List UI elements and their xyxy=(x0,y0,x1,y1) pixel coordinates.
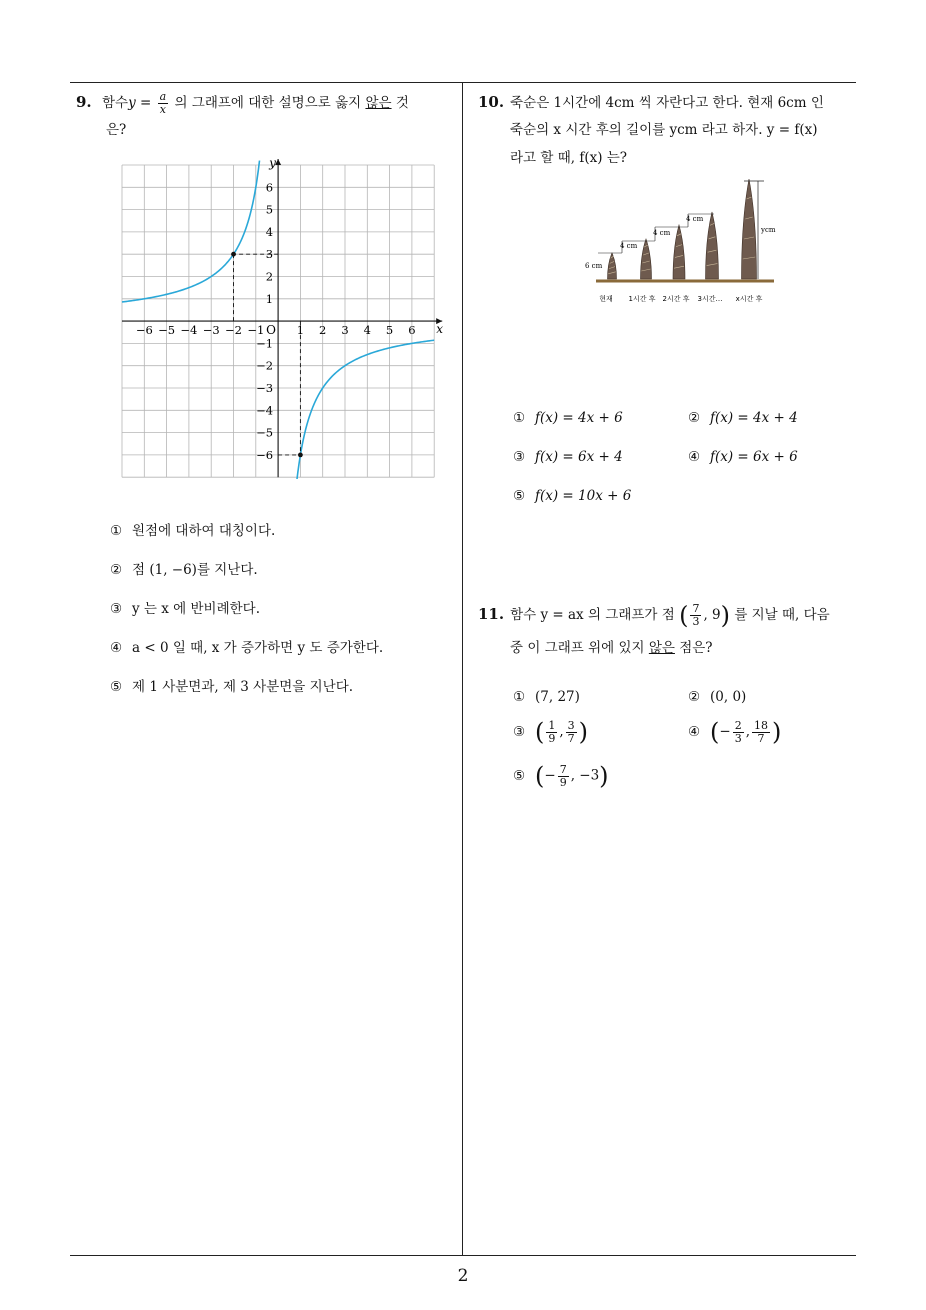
y-tick-label: 5 xyxy=(265,202,274,217)
graph-point xyxy=(298,453,303,458)
q9-choice-2[interactable] xyxy=(110,558,258,578)
y-tick-label: 4 xyxy=(265,224,274,239)
y-tick-label: −4 xyxy=(256,403,274,418)
point-x-fraction xyxy=(690,603,701,628)
q11-choice-1[interactable] xyxy=(513,689,580,705)
x-tick-label: 5 xyxy=(385,323,394,338)
question-number: 9. xyxy=(76,93,92,111)
x-tick-label: 1 xyxy=(296,323,305,338)
comma: , xyxy=(559,723,564,740)
bamboo-shoot xyxy=(673,225,685,279)
x-tick-label: −1 xyxy=(247,323,265,338)
bamboo-shoots xyxy=(608,179,757,279)
caption-3h: 3시간… xyxy=(697,295,723,303)
question-10-stem-line3: 라고 할 때, f(x) 는? xyxy=(510,150,628,166)
fraction-numerator: a xyxy=(159,90,167,103)
stem-text: 함수 xyxy=(101,95,129,111)
q11-choice-4[interactable] xyxy=(688,718,781,746)
x-tick-label: −3 xyxy=(202,323,220,338)
question-11-stem-line2 xyxy=(510,634,713,662)
caption-2h: 2시간 후 xyxy=(662,295,690,303)
fraction-denominator: 7 xyxy=(757,731,765,745)
choice-number: ③ xyxy=(513,449,526,465)
question-9-stem-line2: 은? xyxy=(106,122,127,138)
label-4cm-1: 4 cm xyxy=(620,242,638,250)
stem-text: 것 xyxy=(391,95,409,111)
q10-choice-1[interactable] xyxy=(513,410,623,426)
question-9-stem xyxy=(76,88,456,117)
x-tick-label: −6 xyxy=(135,323,153,338)
choice-number: ② xyxy=(688,689,701,705)
choice-number: ④ xyxy=(688,723,701,740)
choice-text: y 는 x 에 반비례한다. xyxy=(132,601,260,617)
right-paren: ) xyxy=(599,762,609,790)
choice-number: ⑤ xyxy=(513,767,526,784)
choice-number: ① xyxy=(513,410,526,426)
bamboo-shoot xyxy=(742,179,757,279)
fraction-numerator: 3 xyxy=(567,718,575,732)
bamboo-shoot xyxy=(641,239,652,279)
tail-text: , −3 xyxy=(570,767,600,784)
choice-text: a < 0 일 때, x 가 증가하면 y 도 증가한다. xyxy=(132,640,384,656)
graph-axes xyxy=(122,156,443,477)
q11-choice-2[interactable] xyxy=(688,689,746,705)
question-number: 10. xyxy=(478,93,505,111)
fraction-numerator: 1 xyxy=(548,718,556,732)
choice-text: (7, 27) xyxy=(535,689,580,705)
stem-text: 를 지날 때, 다음 xyxy=(734,607,830,623)
choice-text: 원점에 대하여 대칭이다. xyxy=(132,523,276,539)
stem-underlined: 않은 xyxy=(648,640,675,656)
stem-text: 의 그래프에 대한 설명으로 옳지 xyxy=(170,95,362,111)
y-tick-label: −1 xyxy=(256,336,274,351)
bamboo-shoot xyxy=(706,212,719,279)
x-tick-label: 2 xyxy=(319,323,327,338)
label-6cm: 6 cm xyxy=(585,262,603,270)
fraction-a xyxy=(733,720,744,745)
choice-text: f(x) = 6x + 6 xyxy=(710,449,798,465)
choice-number: ④ xyxy=(688,449,701,465)
x-tick-label: −2 xyxy=(225,323,242,338)
q10-choice-3[interactable] xyxy=(513,449,623,465)
x-tick-label: 3 xyxy=(341,323,349,338)
label-4cm-3: 4 cm xyxy=(686,215,704,223)
choice-text: (0, 0) xyxy=(710,689,747,705)
label-4cm-2: 4 cm xyxy=(653,229,671,237)
choice-text: f(x) = 10x + 6 xyxy=(535,488,632,504)
y-tick-label: 1 xyxy=(265,291,274,306)
right-paren: ) xyxy=(771,718,782,746)
choice-number: ① xyxy=(513,689,526,705)
caption-1h: 1시간 후 xyxy=(628,295,656,303)
y-tick-label: 2 xyxy=(265,269,274,284)
choice-number: ⑤ xyxy=(513,488,526,504)
stem-line: 죽순은 1시간에 4cm 씩 자란다고 한다. 현재 6cm 인 xyxy=(510,95,824,111)
fraction-numerator: 7 xyxy=(559,762,567,776)
point-y: , 9 xyxy=(703,607,721,623)
y-axis-label: y xyxy=(269,156,276,170)
y-tick-label: −5 xyxy=(256,425,274,440)
choice-number: ③ xyxy=(513,723,526,740)
q10-choice-5[interactable] xyxy=(513,488,631,504)
choice-number: ③ xyxy=(110,601,123,617)
choice-text: f(x) = 4x + 6 xyxy=(535,410,623,426)
minus-sign: − xyxy=(719,723,731,740)
label-ycm: ycm xyxy=(761,226,776,234)
question-10-stem-line2: 죽순의 x 시간 후의 길이를 ycm 라고 하자. y = f(x) xyxy=(510,122,818,138)
y-tick-label: −6 xyxy=(256,447,274,462)
q9-choice-5[interactable] xyxy=(110,675,353,695)
x-tick-label: −5 xyxy=(158,323,176,338)
fraction-numerator: 18 xyxy=(753,718,768,732)
left-paren: ( xyxy=(535,718,545,746)
left-paren: ( xyxy=(710,718,720,746)
minus-sign: − xyxy=(544,767,556,784)
question-10-stem xyxy=(478,88,858,117)
stem-underlined: 않은 xyxy=(365,95,392,111)
fraction-numerator: 2 xyxy=(734,718,742,732)
fraction-a-over-x xyxy=(158,91,169,116)
question-number: 11. xyxy=(478,605,505,623)
question-11-stem xyxy=(478,600,863,630)
fraction-a xyxy=(546,720,557,745)
choice-number: ② xyxy=(110,562,123,578)
hyperbola-branch-left xyxy=(122,161,260,302)
fraction-denominator: 3 xyxy=(692,615,700,628)
right-paren: ) xyxy=(720,601,731,630)
y-tick-label: 3 xyxy=(265,247,274,262)
top-rule xyxy=(70,82,856,83)
q11-choice-5[interactable] xyxy=(513,762,609,790)
q10-choice-4[interactable] xyxy=(688,449,798,465)
choice-number: ② xyxy=(688,410,701,426)
fraction-denominator: x xyxy=(159,103,166,116)
x-axis-label: x xyxy=(436,322,443,337)
stem-text: 점은? xyxy=(674,640,713,656)
q9-choice-1[interactable] xyxy=(110,519,275,539)
hyperbola-branch-right xyxy=(297,340,435,479)
choice-number: ① xyxy=(110,523,123,539)
right-paren: ) xyxy=(578,718,589,746)
y-tick-label: −2 xyxy=(256,358,274,373)
choice-number: ⑤ xyxy=(110,679,123,695)
y-tick-label: −3 xyxy=(256,381,274,395)
caption-xh: x시간 후 xyxy=(735,295,763,303)
x-tick-label: −4 xyxy=(180,323,198,338)
fraction-denominator: 3 xyxy=(734,731,742,745)
y-axis-arrow xyxy=(275,159,281,165)
origin-label: O xyxy=(266,323,276,338)
choice-text: f(x) = 6x + 4 xyxy=(535,449,623,465)
stem-func: y = xyxy=(128,95,156,111)
page-number: 2 xyxy=(457,1266,469,1286)
column-divider xyxy=(462,82,463,1255)
fraction-numerator: 7 xyxy=(692,602,700,615)
stem-text: 중 이 그래프 위에 있지 xyxy=(510,640,645,656)
hyperbola-graph xyxy=(110,155,444,479)
q11-choice-3[interactable] xyxy=(513,718,588,746)
choice-text: f(x) = 4x + 4 xyxy=(710,410,798,426)
q9-choice-3[interactable] xyxy=(110,597,260,617)
choice-text: 점 (1, −6)를 지난다. xyxy=(132,562,258,578)
choice-text: 제 1 사분면과, 제 3 사분면을 지난다. xyxy=(132,679,354,695)
x-tick-label: 6 xyxy=(408,323,416,338)
y-tick-label: 6 xyxy=(265,180,274,195)
left-paren: ( xyxy=(535,762,545,790)
fraction-denominator: 9 xyxy=(548,731,556,745)
bottom-rule xyxy=(70,1255,856,1256)
fraction-b xyxy=(752,720,770,745)
choice-number: ④ xyxy=(110,640,123,656)
stem-text: 함수 y = ax 의 그래프가 점 xyxy=(510,607,675,623)
caption-now: 현재 xyxy=(599,295,613,303)
x-tick-label: 4 xyxy=(363,323,371,338)
fraction-b xyxy=(566,720,577,745)
fraction-denominator: 7 xyxy=(567,731,575,745)
left-paren: ( xyxy=(679,601,689,630)
q10-choice-2[interactable] xyxy=(688,410,798,426)
bamboo-growth-figure xyxy=(584,178,784,318)
comma: , xyxy=(745,723,750,740)
fraction-a xyxy=(558,764,569,789)
fraction-denominator: 9 xyxy=(559,775,567,789)
graph-point xyxy=(231,252,236,257)
q9-choice-4[interactable] xyxy=(110,636,383,656)
